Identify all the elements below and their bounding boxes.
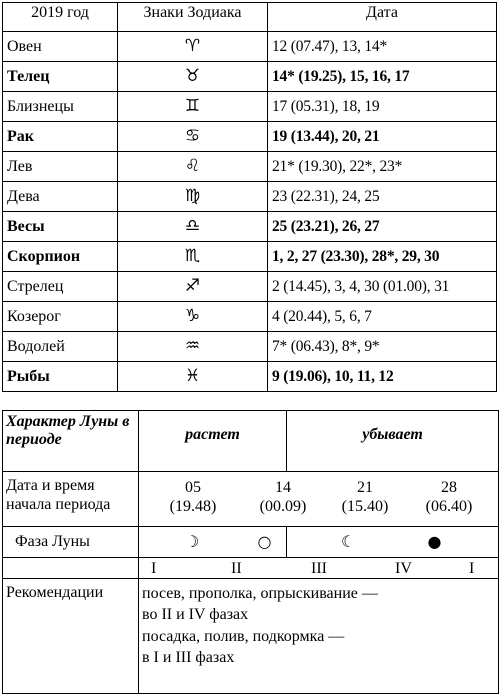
recommendation-line: посадка, полив, подкормка — bbox=[142, 627, 345, 645]
quarter-2: II bbox=[231, 560, 242, 577]
recommendation-line: во II и IV фазах bbox=[142, 606, 249, 624]
zodiac-table-body bbox=[3, 32, 497, 392]
sign-dates: 12 (07.47), 13, 14* bbox=[268, 32, 497, 62]
period-day: 28 bbox=[441, 479, 457, 496]
sign-dates: 1, 2, 27 (23.30), 28*, 29, 30 bbox=[268, 242, 497, 272]
period-time: (19.48) bbox=[169, 498, 217, 516]
sign-name: Близнецы bbox=[3, 92, 118, 122]
zodiac-row bbox=[3, 212, 497, 242]
zodiac-table bbox=[2, 2, 497, 392]
sign-dates: 23 (22.31), 24, 25 bbox=[268, 182, 497, 212]
new-moon-icon: ● bbox=[427, 532, 442, 552]
sign-name: Водолей bbox=[3, 332, 118, 362]
period-day: 14 bbox=[275, 479, 291, 496]
quarter-4: IV bbox=[395, 560, 412, 577]
full-moon-icon: ○ bbox=[257, 532, 272, 552]
zodiac-sign-icon: ♊︎ bbox=[118, 92, 268, 122]
quarter-labels bbox=[139, 558, 499, 579]
sign-name: Стрелец bbox=[3, 272, 118, 302]
sign-name: Скорпион bbox=[3, 242, 118, 272]
zodiac-sign-icon: ♐︎ bbox=[118, 272, 268, 302]
header-signs: Знаки Зодиака bbox=[118, 3, 268, 32]
moon-character-row bbox=[3, 411, 499, 472]
zodiac-row bbox=[3, 32, 497, 62]
zodiac-sign-icon: ♍︎ bbox=[118, 182, 268, 212]
zodiac-sign-icon: ♋︎ bbox=[118, 122, 268, 152]
sign-dates: 21* (19.30), 22*, 23* bbox=[268, 152, 497, 182]
zodiac-row bbox=[3, 302, 497, 332]
moon-phase-table bbox=[2, 410, 499, 694]
sign-name: Козерог bbox=[3, 302, 118, 332]
sign-dates: 19 (13.44), 20, 21 bbox=[268, 122, 497, 152]
zodiac-row bbox=[3, 242, 497, 272]
period-1 bbox=[163, 474, 223, 516]
sign-dates: 2 (14.45), 3, 4, 30 (01.00), 31 bbox=[268, 272, 497, 302]
recommendation-line: посев, прополка, опрыскивание — bbox=[142, 585, 378, 602]
zodiac-row bbox=[3, 62, 497, 92]
zodiac-row bbox=[3, 122, 497, 152]
recommendations-label: Рекомендации bbox=[3, 579, 139, 694]
period-time: (15.40) bbox=[341, 498, 389, 516]
waxing-crescent-icon: ☽ bbox=[185, 532, 200, 552]
zodiac-row bbox=[3, 152, 497, 182]
period-day: 21 bbox=[357, 479, 373, 496]
zodiac-sign-icon: ♌︎ bbox=[118, 152, 268, 182]
quarter-5: I bbox=[469, 560, 475, 577]
zodiac-row bbox=[3, 92, 497, 122]
period-2 bbox=[253, 474, 313, 516]
waning-crescent-icon: ☾ bbox=[341, 532, 356, 552]
sign-dates: 17 (05.31), 18, 19 bbox=[268, 92, 497, 122]
sign-dates: 9 (19.06), 10, 11, 12 bbox=[268, 362, 497, 392]
sign-dates: 7* (06.43), 8*, 9* bbox=[268, 332, 497, 362]
zodiac-row bbox=[3, 332, 497, 362]
waning-label: убывает bbox=[287, 411, 499, 472]
period-datetime-row bbox=[3, 472, 499, 527]
waxing-label: растет bbox=[139, 411, 287, 472]
period-dates bbox=[139, 472, 498, 522]
zodiac-sign-icon: ♈︎ bbox=[118, 32, 268, 62]
zodiac-sign-icon: ♏︎ bbox=[118, 242, 268, 272]
zodiac-sign-icon: ♓︎ bbox=[118, 362, 268, 392]
sign-dates: 4 (20.44), 5, 6, 7 bbox=[268, 302, 497, 332]
zodiac-sign-icon: ♒︎ bbox=[118, 332, 268, 362]
sign-dates: 14* (19.25), 15, 16, 17 bbox=[268, 62, 497, 92]
header-year: 2019 год bbox=[3, 3, 118, 32]
recommendation-line: в I и III фазах bbox=[142, 648, 235, 666]
sign-name: Овен bbox=[3, 32, 118, 62]
zodiac-sign-icon: ♉︎ bbox=[118, 62, 268, 92]
zodiac-sign-icon: ♎︎ bbox=[118, 212, 268, 242]
sign-name: Рак bbox=[3, 122, 118, 152]
recommendations-text bbox=[139, 579, 499, 694]
recommendations-row bbox=[3, 579, 499, 694]
period-time: (00.09) bbox=[259, 498, 307, 516]
period-time: (06.40) bbox=[425, 498, 473, 516]
header-date: Дата bbox=[268, 3, 497, 32]
period-day: 05 bbox=[185, 479, 201, 496]
zodiac-header-row bbox=[3, 3, 497, 32]
period-datetime-label: Дата и время начала периода bbox=[3, 472, 139, 527]
zodiac-row bbox=[3, 182, 497, 212]
sign-name: Лев bbox=[3, 152, 118, 182]
moon-character-label: Характер Луны в периоде bbox=[3, 411, 139, 472]
quarter-1: I bbox=[151, 560, 157, 577]
zodiac-sign-icon: ♑︎ bbox=[118, 302, 268, 332]
sign-name: Рыбы bbox=[3, 362, 118, 392]
zodiac-row bbox=[3, 272, 497, 302]
sign-name: Телец bbox=[3, 62, 118, 92]
sign-name: Дева bbox=[3, 182, 118, 212]
zodiac-row bbox=[3, 362, 497, 392]
period-4 bbox=[419, 474, 479, 516]
sign-name: Весы bbox=[3, 212, 118, 242]
sign-dates: 25 (23.21), 26, 27 bbox=[268, 212, 497, 242]
moon-phase-label: Фаза Луны bbox=[3, 527, 139, 558]
moon-phase-row bbox=[3, 527, 499, 558]
quarter-3: III bbox=[311, 560, 327, 577]
period-3 bbox=[335, 474, 395, 516]
quarter-row bbox=[3, 558, 499, 579]
